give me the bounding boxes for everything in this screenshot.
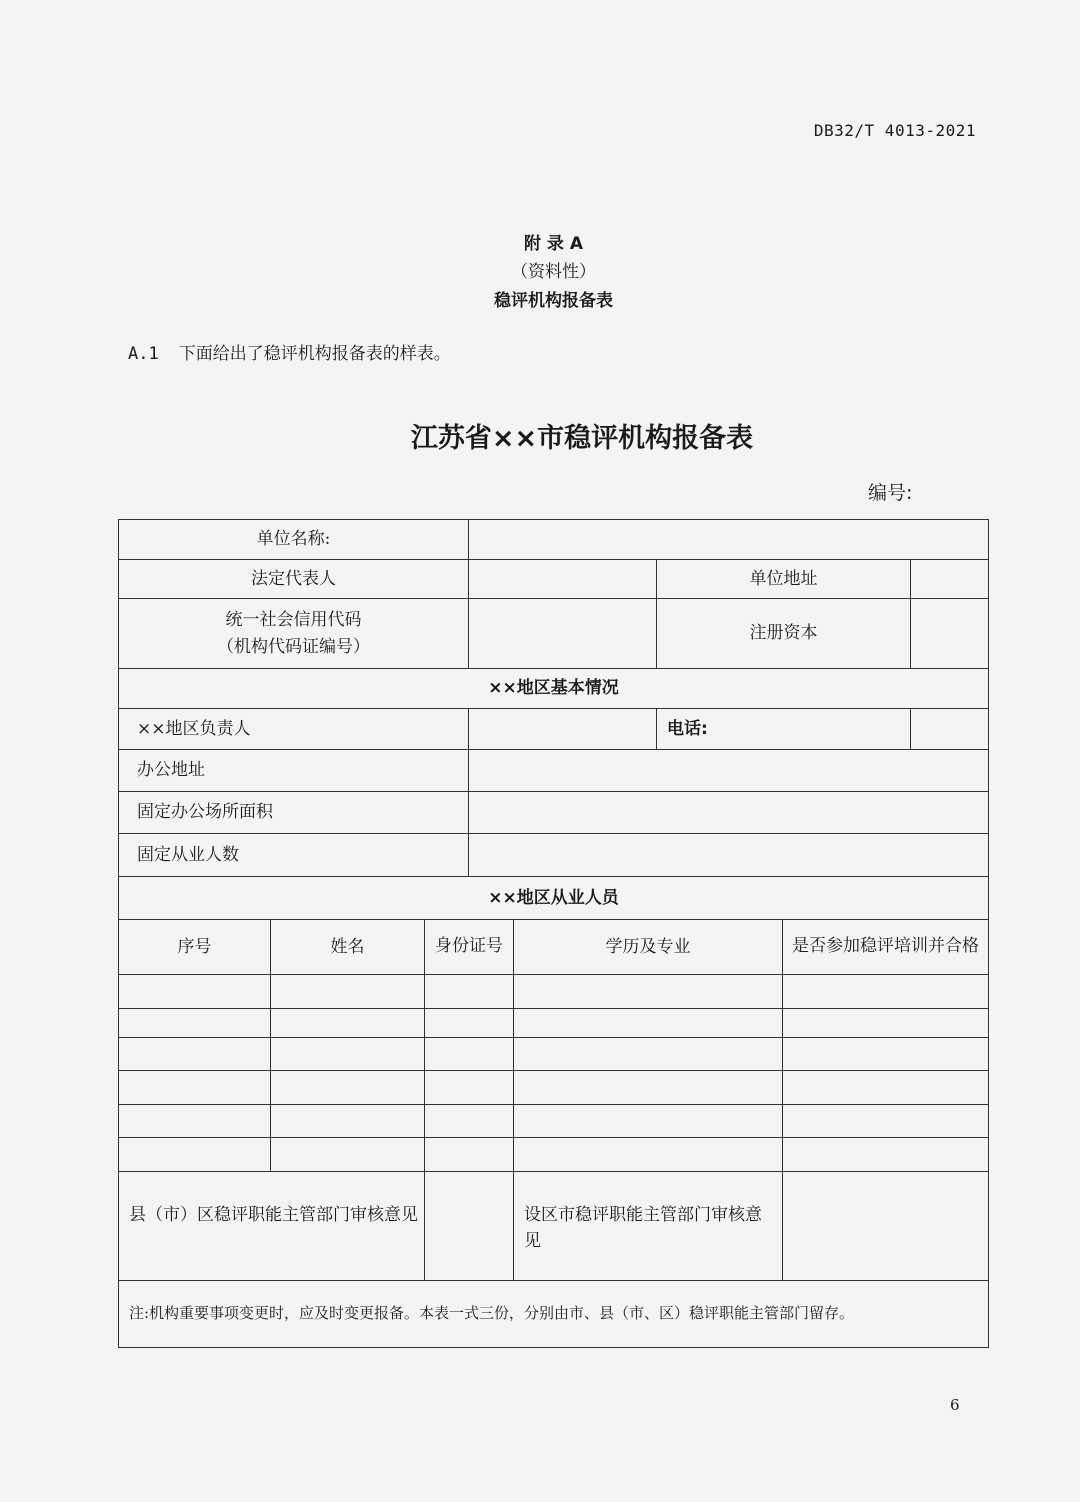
registered-capital-label: 注册资本 [657,599,911,669]
clause-text: 下面给出了稳评机构报备表的样表。 [178,344,451,364]
col-header-name: 姓名 [271,920,425,975]
page-number: 6 [950,1396,960,1414]
credit-code-label [119,599,469,669]
office-area-value[interactable] [469,792,989,834]
office-address-label: 办公地址 [119,750,469,792]
cell[interactable] [271,1071,425,1105]
table-row [119,1071,989,1105]
cell[interactable] [514,975,783,1009]
col-header-seq: 序号 [119,920,271,975]
legal-rep-label: 法定代表人 [119,560,469,599]
cell[interactable] [783,1038,989,1071]
cell[interactable] [425,1138,514,1172]
table-row [119,1105,989,1138]
cell[interactable] [119,1038,271,1071]
cell[interactable] [119,1009,271,1038]
cell[interactable] [514,1071,783,1105]
serial-number-label: 编号: [868,482,913,504]
region-section-title: ××地区基本情况 [119,669,989,709]
col-header-education: 学历及专业 [514,920,783,975]
appendix-label: 附 录 A [524,234,583,254]
unit-name-label: 单位名称: [119,520,469,560]
office-address-value[interactable] [469,750,989,792]
cell[interactable] [783,1138,989,1172]
staff-count-label: 固定从业人数 [119,834,469,877]
form-note: 注:机构重要事项变更时，应及时变更报备。本表一式三份，分别由市、县（市、区）稳评职能主管部门留存。 [119,1281,989,1348]
cell[interactable] [783,1071,989,1105]
cell[interactable] [425,975,514,1009]
cell[interactable] [783,1105,989,1138]
registration-form-table [118,519,989,1348]
cell[interactable] [271,975,425,1009]
cell[interactable] [119,1138,271,1172]
appendix-title: 稳评机构报备表 [494,291,613,311]
table-row [119,1038,989,1071]
appendix-nature: （资料性） [511,262,596,282]
cell[interactable] [514,1138,783,1172]
region-leader-label: ××地区负责人 [119,709,469,750]
credit-code-line2: （机构代码证编号） [217,636,370,657]
city-review-label: 设区市稳评职能主管部门审核意见 [514,1172,783,1281]
unit-address-value[interactable] [911,560,989,599]
county-review-label: 县（市）区稳评职能主管部门审核意见 [119,1172,425,1281]
cell[interactable] [514,1038,783,1071]
col-header-training: 是否参加稳评培训并合格 [783,920,989,975]
cell[interactable] [271,1038,425,1071]
staff-section-title: ××地区从业人员 [119,877,989,920]
unit-name-value[interactable] [469,520,989,560]
county-review-value[interactable] [425,1172,514,1281]
cell[interactable] [425,1105,514,1138]
cell[interactable] [783,975,989,1009]
table-row [119,1138,989,1172]
cell[interactable] [271,1009,425,1038]
col-header-id: 身份证号 [425,920,514,975]
form-title: 江苏省××市稳评机构报备表 [410,423,754,454]
cell[interactable] [514,1009,783,1038]
credit-code-line1: 统一社会信用代码 [225,610,362,631]
cell[interactable] [119,1071,271,1105]
phone-value[interactable] [911,709,989,750]
staff-count-value[interactable] [469,834,989,877]
unit-address-label: 单位地址 [657,560,911,599]
cell[interactable] [119,975,271,1009]
credit-code-value[interactable] [469,599,657,669]
cell[interactable] [425,1009,514,1038]
cell[interactable] [425,1038,514,1071]
cell[interactable] [514,1105,783,1138]
table-row [119,1009,989,1038]
cell[interactable] [271,1105,425,1138]
cell[interactable] [425,1071,514,1105]
phone-label: 电话: [657,709,911,750]
standard-code: DB32/T 4013-2021 [813,121,976,140]
table-row [119,975,989,1009]
region-leader-value[interactable] [469,709,657,750]
city-review-value[interactable] [783,1172,989,1281]
clause-number: A.1 [128,344,159,364]
cell[interactable] [783,1009,989,1038]
legal-rep-value[interactable] [469,560,657,599]
clause-a1 [128,339,451,364]
registered-capital-value[interactable] [911,599,989,669]
cell[interactable] [271,1138,425,1172]
cell[interactable] [119,1105,271,1138]
office-area-label: 固定办公场所面积 [119,792,469,834]
